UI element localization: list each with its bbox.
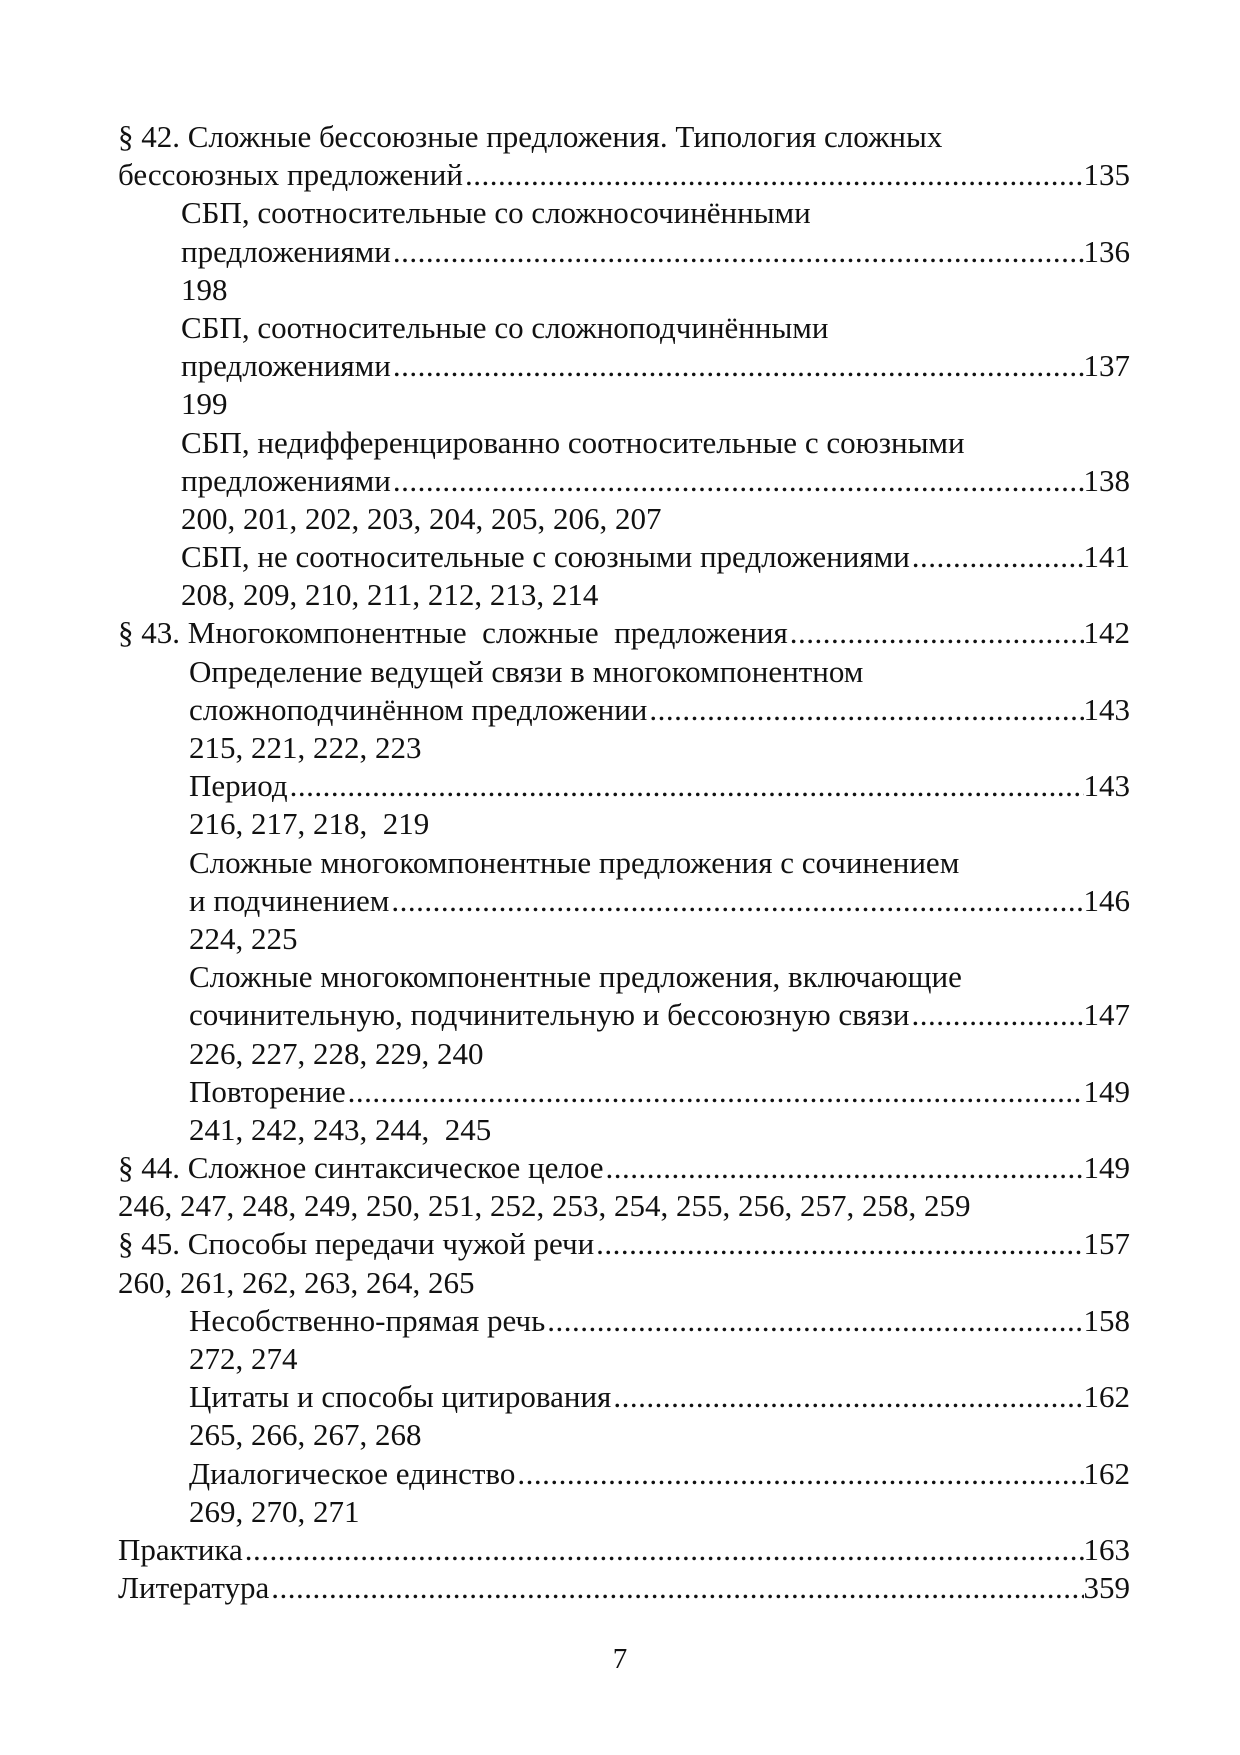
toc-entry[interactable] [118, 347, 1130, 385]
page-number: 7 [612, 1643, 628, 1675]
toc-section-title: § 45. Способы передачи чужой речи [118, 1226, 595, 1262]
toc-entry-title: Сложные многокомпонентные предложения с сочинением [189, 844, 960, 880]
toc-heading-line [118, 958, 1130, 996]
toc-entry-title: СБП, недифференцированно соотносительные с союзными [181, 424, 965, 460]
toc-entry[interactable] [118, 1455, 1130, 1493]
toc-heading-line [118, 424, 1130, 462]
toc-page-number: 138 [1083, 462, 1130, 498]
dot-leader [604, 1149, 1084, 1187]
toc-page-number: 146 [1083, 882, 1130, 918]
toc-exercise-numbers: 216, 217, 218, 219 [189, 806, 430, 842]
toc-entry-title: сочинительную, подчинительную и бессоюзную связи [189, 997, 910, 1033]
toc-page-number: 162 [1083, 1455, 1130, 1491]
dot-leader [910, 538, 1084, 576]
toc-page-number: 163 [1083, 1531, 1130, 1567]
toc-exercise-numbers: 272, 274 [189, 1341, 298, 1376]
toc-entry-title: и подчинением [189, 882, 390, 918]
toc-page-number: 136 [1083, 233, 1130, 269]
dot-leader [391, 347, 1084, 385]
toc-exercise-numbers: 198 [181, 271, 228, 307]
toc-entry[interactable] [118, 1378, 1130, 1416]
toc-entry[interactable] [118, 156, 1130, 194]
toc-section-title: § 42. Сложные бессоюзные предложения. Типология сложных [118, 119, 943, 154]
dot-leader [788, 614, 1084, 652]
toc-entry-title: предложениями [181, 348, 391, 384]
toc-page-number: 143 [1083, 691, 1130, 727]
toc-page-number: 137 [1083, 348, 1130, 384]
toc-exercise-numbers: 224, 225 [189, 920, 298, 956]
toc-page-number: 149 [1083, 1150, 1130, 1186]
dot-leader [243, 1531, 1084, 1569]
toc-section-title: бессоюзных предложений [118, 157, 463, 193]
toc-entry[interactable] [118, 1149, 1130, 1187]
toc-entry[interactable] [118, 233, 1130, 271]
toc-entry-title: предложениями [181, 462, 391, 498]
dot-leader [594, 1225, 1083, 1263]
toc-page-number: 141 [1083, 539, 1130, 575]
toc-page-number: 158 [1083, 1302, 1130, 1338]
toc-page-number: 149 [1083, 1073, 1130, 1109]
toc-entry-title: Несобственно-прямая речь [189, 1302, 546, 1338]
toc-entry-title: сложноподчинённом предложении [189, 691, 648, 727]
toc-entry-title: СБП, соотносительные со сложносочинёнными [181, 195, 811, 231]
toc-page-number: 157 [1083, 1226, 1130, 1262]
toc-entry-title: Цитаты и способы цитирования [189, 1379, 612, 1415]
toc-entry[interactable] [118, 1302, 1130, 1340]
dot-leader [611, 1378, 1083, 1416]
toc-section-title: § 43. Многокомпонентные сложные предложения [118, 615, 788, 651]
toc-exercise-numbers: 269, 270, 271 [189, 1493, 360, 1529]
dot-leader [269, 1569, 1083, 1607]
toc-exercise-numbers: 215, 221, 222, 223 [189, 730, 422, 765]
toc-page-number: 142 [1083, 615, 1130, 651]
toc-exercise-numbers: 246, 247, 248, 249, 250, 251, 252, 253, 254, 255, 256, 257, 258, 259 [118, 1188, 971, 1224]
dot-leader [545, 1302, 1083, 1340]
toc-entry[interactable] [118, 538, 1130, 576]
toc-entry-title: Период [189, 768, 288, 804]
toc-heading-line [118, 194, 1130, 232]
dot-leader [391, 233, 1084, 271]
toc-exercise-numbers: 241, 242, 243, 244, 245 [189, 1111, 492, 1147]
toc-exercise-numbers: 265, 266, 267, 268 [189, 1417, 422, 1453]
toc-entry-title: Сложные многокомпонентные предложения, включающие [189, 959, 962, 995]
toc-page-number: 359 [1083, 1570, 1130, 1606]
dot-leader [647, 691, 1083, 729]
toc-page-number: 135 [1083, 157, 1130, 193]
dot-leader [389, 882, 1083, 920]
toc-page-number: 147 [1083, 997, 1130, 1033]
toc-heading-line [118, 653, 1130, 691]
toc-heading-line [118, 844, 1130, 882]
toc-entry[interactable] [118, 767, 1130, 805]
toc-entry[interactable] [118, 882, 1130, 920]
toc-entry[interactable] [118, 462, 1130, 500]
dot-leader [515, 1455, 1083, 1493]
toc-exercise-numbers: 199 [181, 386, 228, 422]
dot-leader [391, 462, 1084, 500]
toc-heading-line [118, 118, 1130, 156]
dot-leader [288, 767, 1084, 805]
dot-leader [346, 1073, 1084, 1111]
toc-page-number: 162 [1083, 1379, 1130, 1415]
toc-entry[interactable] [118, 1225, 1130, 1263]
dot-leader [463, 156, 1084, 194]
toc-section-title: Практика [118, 1531, 243, 1567]
toc-exercise-numbers: 226, 227, 228, 229, 240 [189, 1035, 484, 1071]
toc-heading-line [118, 309, 1130, 347]
toc-entry-practice[interactable] [118, 1531, 1130, 1569]
toc-exercise-numbers: 200, 201, 202, 203, 204, 205, 206, 207 [181, 500, 662, 536]
toc-exercise-numbers: 260, 261, 262, 263, 264, 265 [118, 1264, 475, 1300]
toc-page-number: 143 [1083, 768, 1130, 804]
toc-entry-title: СБП, соотносительные со сложноподчинёнными [181, 309, 829, 345]
toc-section-title: Литература [118, 1570, 270, 1606]
toc-entry-title: Диалогическое единство [189, 1455, 516, 1491]
toc-entry[interactable] [118, 691, 1130, 729]
toc-entry[interactable] [118, 996, 1130, 1034]
toc-entry-title: предложениями [181, 233, 391, 269]
toc-entry-title: Определение ведущей связи в многокомпонентном [189, 653, 864, 689]
dot-leader [909, 996, 1083, 1034]
toc-exercise-numbers: 208, 209, 210, 211, 212, 213, 214 [181, 577, 599, 613]
toc-section-title: § 44. Сложное синтаксическое целое [118, 1150, 604, 1186]
toc-entry-title: СБП, не соотносительные с союзными предложениями [181, 539, 910, 575]
toc-entry-title: Повторение [189, 1073, 346, 1109]
toc-entry-literature[interactable] [118, 1569, 1130, 1607]
table-of-contents [118, 118, 1130, 1607]
toc-entry[interactable] [118, 1073, 1130, 1111]
toc-entry[interactable] [118, 614, 1130, 652]
